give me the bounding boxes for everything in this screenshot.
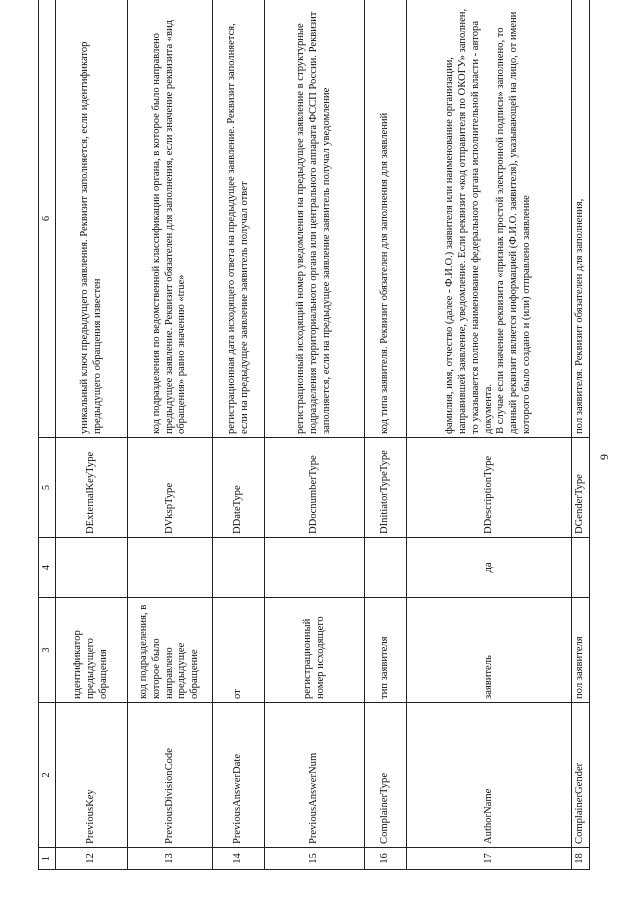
requisite-note: фамилия, имя, отчество (далее - Ф.И.О.) заявителя или наименование организации, направившей заявление, уведомление. Если реквизит «код отправителя по ОКОГУ» заполнен, то указывается полное наименование федерального органа исполнительной власти - автора документа. В случае если значение реквизита «признак простой электронной подписи» заполнено, то данный реквизит является информацией (Ф.И.О. заявителя), указывающей на лицо, от имени которого было создано и (или) отправлено заявление [407, 0, 572, 438]
requisite-required [213, 538, 265, 598]
requisite-note: регистрационный исходящий номер уведомления на предыдущее заявление в структурные подразделения территориального органа или центрального аппарата ФССП России. Реквизит заполняется, если на предыдущее заявление заявитель получал уведомление [265, 0, 365, 438]
header-cell: 4 [39, 538, 56, 598]
requisite-description: пол заявителя [572, 598, 590, 703]
row-number: 13 [128, 848, 213, 870]
requisite-name: PreviousAnswerNum [265, 703, 365, 848]
row-number: 15 [265, 848, 365, 870]
requisite-required [572, 538, 590, 598]
table-row [56, 0, 128, 870]
requisite-description: регистрационный номер исходящего [265, 598, 365, 703]
requisite-type: DDescriptionType [407, 438, 572, 538]
table-row [407, 0, 572, 870]
requisite-note: регистрационная дата исходящего ответа на предыдущее заявление. Реквизит заполняется, если на предыдущее заявление заявитель получал ответ [213, 0, 265, 438]
requisite-type: DDocnumberType [265, 438, 365, 538]
requisite-description: код подразделения, в которое было направлено предыдущее обращение [128, 598, 213, 703]
requisite-type: DInitiatorTypeType [365, 438, 407, 538]
table-row [365, 0, 407, 870]
requisite-description: тип заявителя [365, 598, 407, 703]
requisite-note: уникальный ключ предыдущего заявления. Реквизит заполняется, если идентификатор предыдущего обращения известен [56, 0, 128, 438]
requisite-note: код подразделения по ведомственной классификации органа, в которое было направлено предыдущее заявление. Реквизит обязателен для заполнения, если значение реквизита «вид обращения» равно значению «true» [128, 0, 213, 438]
row-number: 17 [407, 848, 572, 870]
row-number: 14 [213, 848, 265, 870]
row-number: 16 [365, 848, 407, 870]
requisite-type: DExternalKeyType [56, 438, 128, 538]
requisite-type: DGenderType [572, 438, 590, 538]
requisite-name: AuthorName [407, 703, 572, 848]
requisite-note: пол заявителя. Реквизит обязателен для заполнения, [572, 0, 590, 438]
row-number: 18 [572, 848, 590, 870]
requisite-name: ComplainerGender [572, 703, 590, 848]
requisite-required: да [407, 538, 572, 598]
requisite-name: PreviousKey [56, 703, 128, 848]
requisite-description: заявитель [407, 598, 572, 703]
table-row [213, 0, 265, 870]
header-cell: 2 [39, 703, 56, 848]
requisite-name: PreviousAnswerDate [213, 703, 265, 848]
requisite-required [365, 538, 407, 598]
requisite-description: от [213, 598, 265, 703]
table-row [572, 0, 590, 870]
header-row [39, 0, 56, 870]
header-cell: 3 [39, 598, 56, 703]
requisite-note: код типа заявителя. Реквизит обязателен для заполнения для заявлений [365, 0, 407, 438]
requisite-required [265, 538, 365, 598]
requisite-name: PreviousDivisionCode [128, 703, 213, 848]
requisite-name: ComplainerType [365, 703, 407, 848]
table-row [265, 0, 365, 870]
requisite-type: DVkspType [128, 438, 213, 538]
requisite-description: идентификатор предыдущего обращения [56, 598, 128, 703]
requisite-required [128, 538, 213, 598]
header-cell: 1 [39, 848, 56, 870]
header-cell: 6 [39, 0, 56, 438]
header-cell: 5 [39, 438, 56, 538]
row-number: 12 [56, 848, 128, 870]
requisite-required [56, 538, 128, 598]
page-number: 9 [597, 454, 611, 460]
requisite-type: DDateType [213, 438, 265, 538]
table-row [128, 0, 213, 870]
requisites-table [38, 0, 590, 870]
